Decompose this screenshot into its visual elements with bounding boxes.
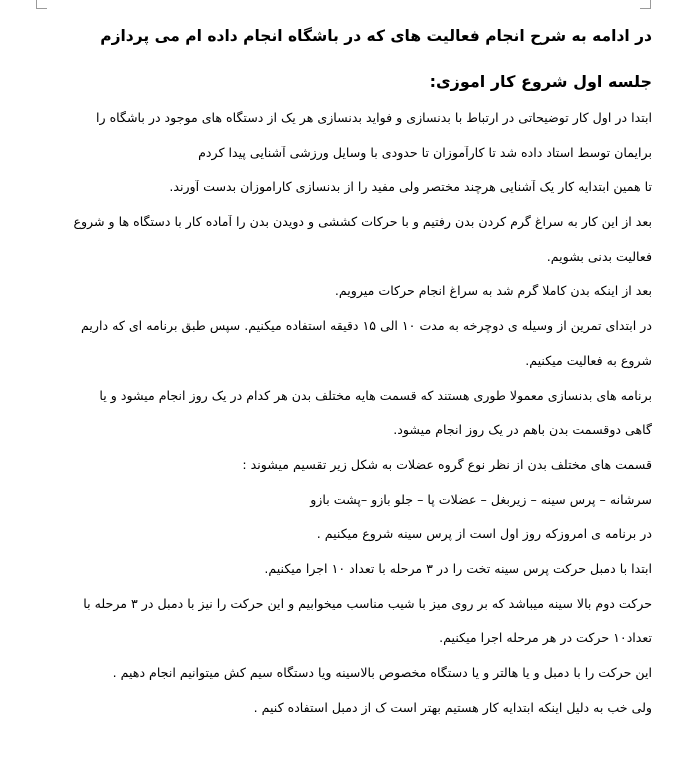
text-line: در ابتدای تمرین از وسیله ی دوچرخه به مدت ۱۰ الی ۱۵ دقیقه استفاده میکنیم. سپس طبق برنامه ای که داریم (81, 319, 652, 334)
intro-heading: در ادامه به شرح انجام فعالیت های که در باشگاه انجام داده ام می پردازم (100, 27, 652, 45)
left-margin-crop-mark (36, 0, 47, 9)
document-page (40, 26, 652, 735)
text-line: شروع به فعالیت میکنیم. (525, 353, 652, 368)
text-line: تا همین ابتدایه کار یک آشنایی هرچند مختصر ولی مفید را از بدنسازی کاراموزان بدست آورند. (169, 180, 652, 195)
text-line: سرشانه – پرس سینه – زیربغل – عضلات پا – جلو بازو –پشت بازو (310, 492, 652, 507)
text-line: گاهی دوقسمت بدن باهم در یک روز انجام میشود. (393, 423, 652, 438)
document-body (40, 111, 652, 735)
text-line: برنامه های بدنسازی معمولا طوری هستند که قسمت هایه مختلف بدن هر کدام در یک روز انجام میشود و یا (99, 388, 652, 403)
text-line: بعد از این کار به سراغ گرم کردن بدن رفتیم و با حرکات کششی و دویدن بدن را آماده کار با دستگاه ها و شروع (73, 215, 652, 230)
text-line: فعالیت بدنی بشویم. (546, 249, 652, 264)
right-margin-crop-mark (640, 0, 651, 9)
text-line: قسمت های مختلف بدن از نظر نوع گروه عضلات به شکل زیر تقسیم میشوند : (242, 457, 652, 472)
session-heading: جلسه اول شروع کار اموزی: (429, 72, 652, 91)
text-line: ابتدا با دمبل حرکت پرس سینه تخت را در ۳ مرحله با تعداد ۱۰ اجرا میکنیم. (264, 561, 652, 576)
text-line: حرکت دوم بالا سینه میباشد که بر روی میز با شیب مناسب میخوابیم و این حرکت را نیز با دمبل در ۳ مرحله با (83, 596, 652, 611)
text-line: ابتدا در اول کار توضیحاتی در ارتباط با بدنسازی و فواید بدنسازی هر یک از دستگاه های موجود در باشگاه را (95, 111, 652, 125)
text-line: بعد از اینکه بدن کاملا گرم شد به سراغ انجام حرکات میرویم. (334, 284, 652, 299)
text-line: در برنامه ی امروزکه روز اول است از پرس سینه شروع میکنیم . (316, 527, 652, 542)
text-line: ولی خب به دلیل اینکه ابتدایه کار هستیم بهتر است ک از دمبل استفاده کنیم . (253, 700, 652, 715)
text-line: این حرکت را با دمبل و یا هالتر و یا دستگاه مخصوص بالاسینه ویا دستگاه سیم کش میتوانیم انجام دهیم . (112, 666, 652, 680)
text-line: تعداد۱۰ حرکت در هر مرحله اجرا میکنیم. (439, 631, 652, 646)
text-line: برایمان توسط استاد داده شد تا کارآموزان تا حدودی با وسایل ورزشی آشنایی پیدا کردم (198, 145, 652, 160)
